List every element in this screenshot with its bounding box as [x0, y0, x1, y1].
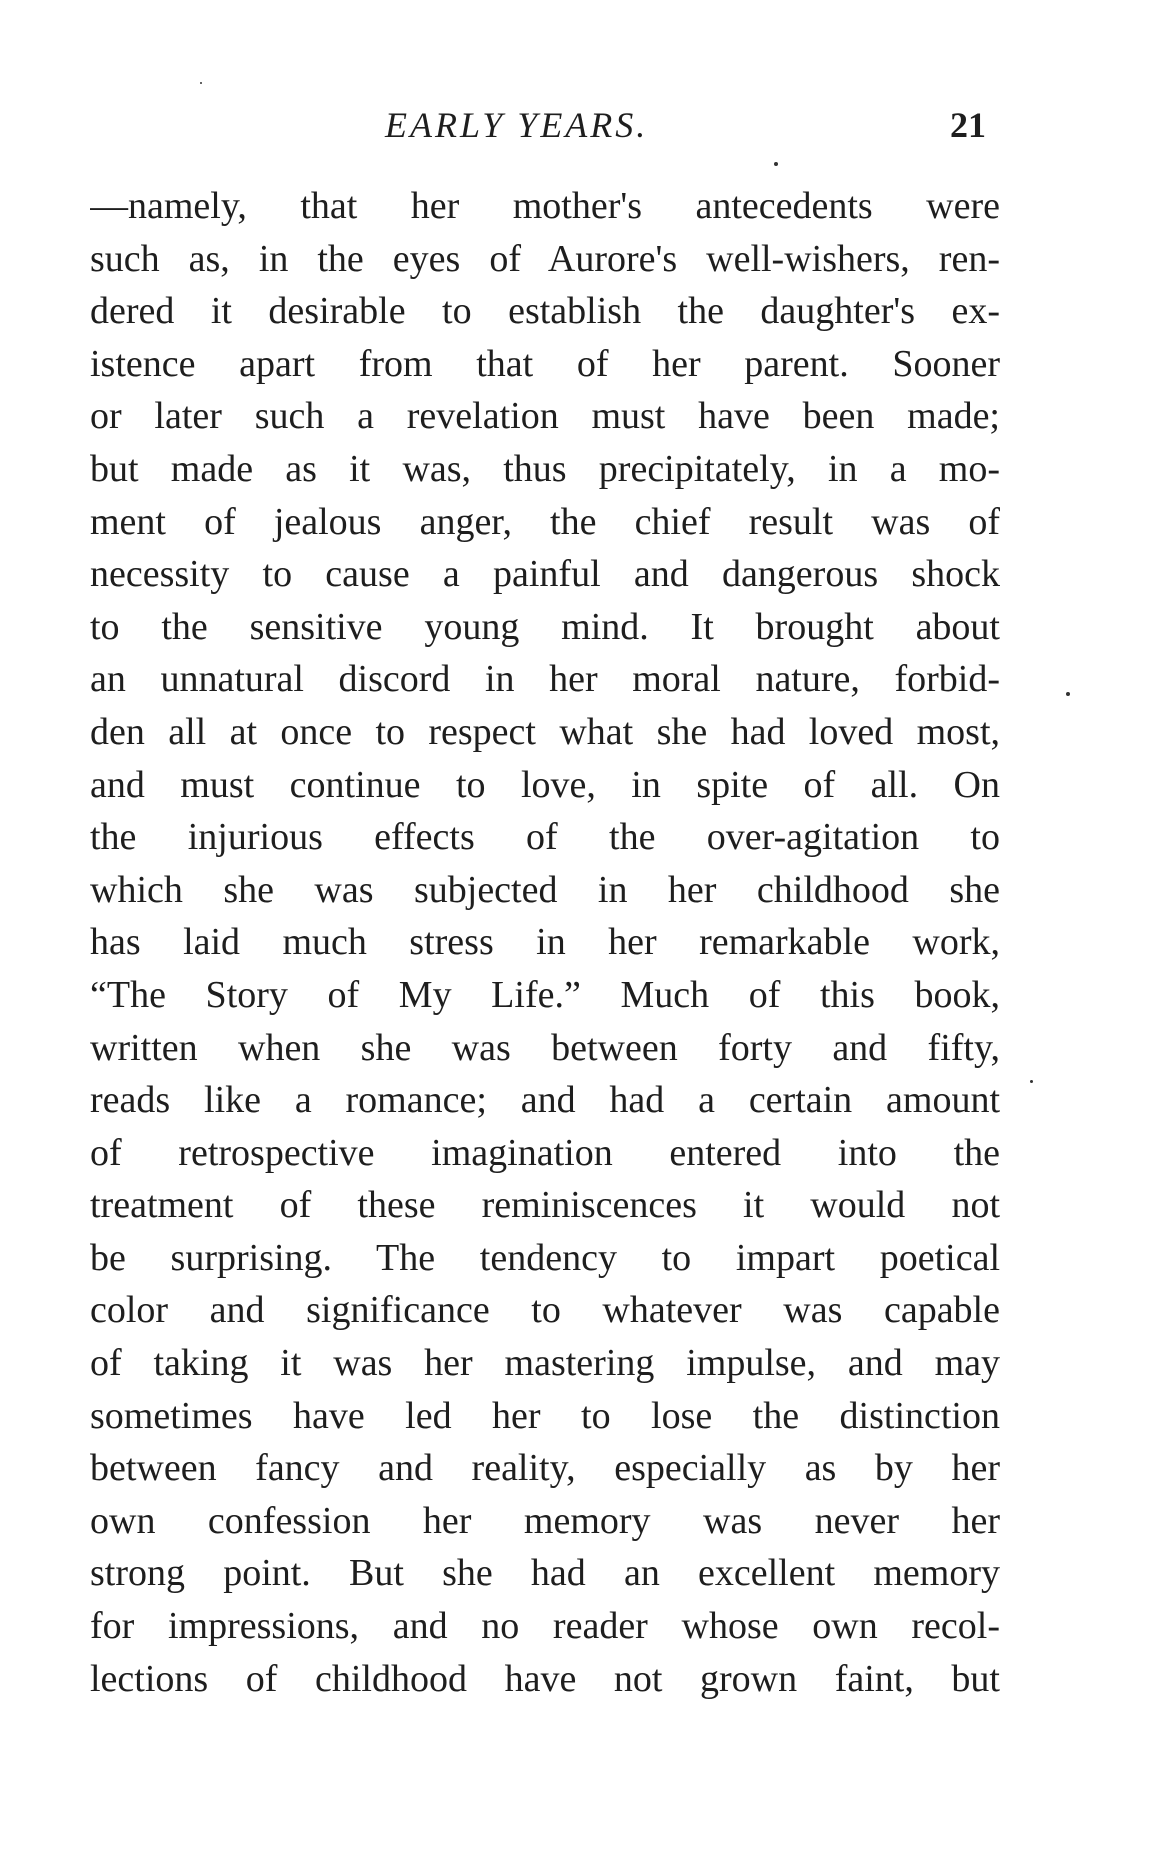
text-line: —namely, that her mother's antecedents were: [90, 185, 1000, 227]
text-line: istence apart from that of her parent. Sooner: [90, 342, 1000, 385]
text-line: to the sensitive young mind. It brought about: [90, 605, 1000, 648]
text-line: for impressions, and no reader whose own recol-: [90, 1605, 1000, 1648]
text-line: strong point. But she had an excellent memory: [90, 1552, 1000, 1595]
text-line: own confession her memory was never her: [90, 1499, 1000, 1542]
text-line: or later such a revelation must have been made;: [90, 395, 1000, 438]
text-line: dered it desirable to establish the daughter's ex-: [90, 290, 1000, 333]
scan-speck: [1066, 692, 1070, 696]
text-line: ment of jealous anger, the chief result was of: [90, 500, 1000, 543]
text-line: written when she was between forty and fifty,: [90, 1026, 1000, 1069]
text-line: and must continue to love, in spite of all. On: [90, 763, 1000, 806]
text-line: color and significance to whatever was capable: [90, 1289, 1000, 1332]
body-text: [90, 180, 1000, 1705]
running-title: EARLY YEARS.: [385, 105, 649, 145]
running-head: [0, 100, 1156, 150]
text-line: lections of childhood have not grown faint, but: [90, 1657, 1000, 1700]
text-line: but made as it was, thus precipitately, in a mo-: [90, 447, 1000, 490]
text-line: sometimes have led her to lose the distinction: [90, 1394, 1000, 1437]
text-line: an unnatural discord in her moral nature, forbid-: [90, 658, 1000, 701]
scan-speck: [1030, 1080, 1033, 1083]
text-line: the injurious effects of the over-agitation to: [90, 816, 1000, 859]
text-line: den all at once to respect what she had loved most,: [90, 710, 1000, 753]
scan-speck: [200, 82, 202, 84]
text-line: between fancy and reality, especially as by her: [90, 1447, 1000, 1490]
text-line: reads like a romance; and had a certain amount: [90, 1079, 1000, 1122]
text-line: of taking it was her mastering impulse, and may: [90, 1342, 1000, 1385]
page-number: 21: [950, 105, 986, 145]
text-line: “The Story of My Life.” Much of this book,: [90, 973, 1000, 1016]
text-line: of retrospective imagination entered into the: [90, 1131, 1000, 1174]
text-line: such as, in the eyes of Aurore's well-wishers, ren-: [90, 237, 1000, 280]
text-line: necessity to cause a painful and dangerous shock: [90, 553, 1000, 596]
text-line: be surprising. The tendency to impart poetical: [90, 1236, 1000, 1279]
text-line: treatment of these reminiscences it would not: [90, 1184, 1000, 1227]
text-line: which she was subjected in her childhood she: [90, 868, 1000, 911]
scan-speck: [774, 162, 778, 166]
text-line: has laid much stress in her remarkable work,: [90, 921, 1000, 964]
